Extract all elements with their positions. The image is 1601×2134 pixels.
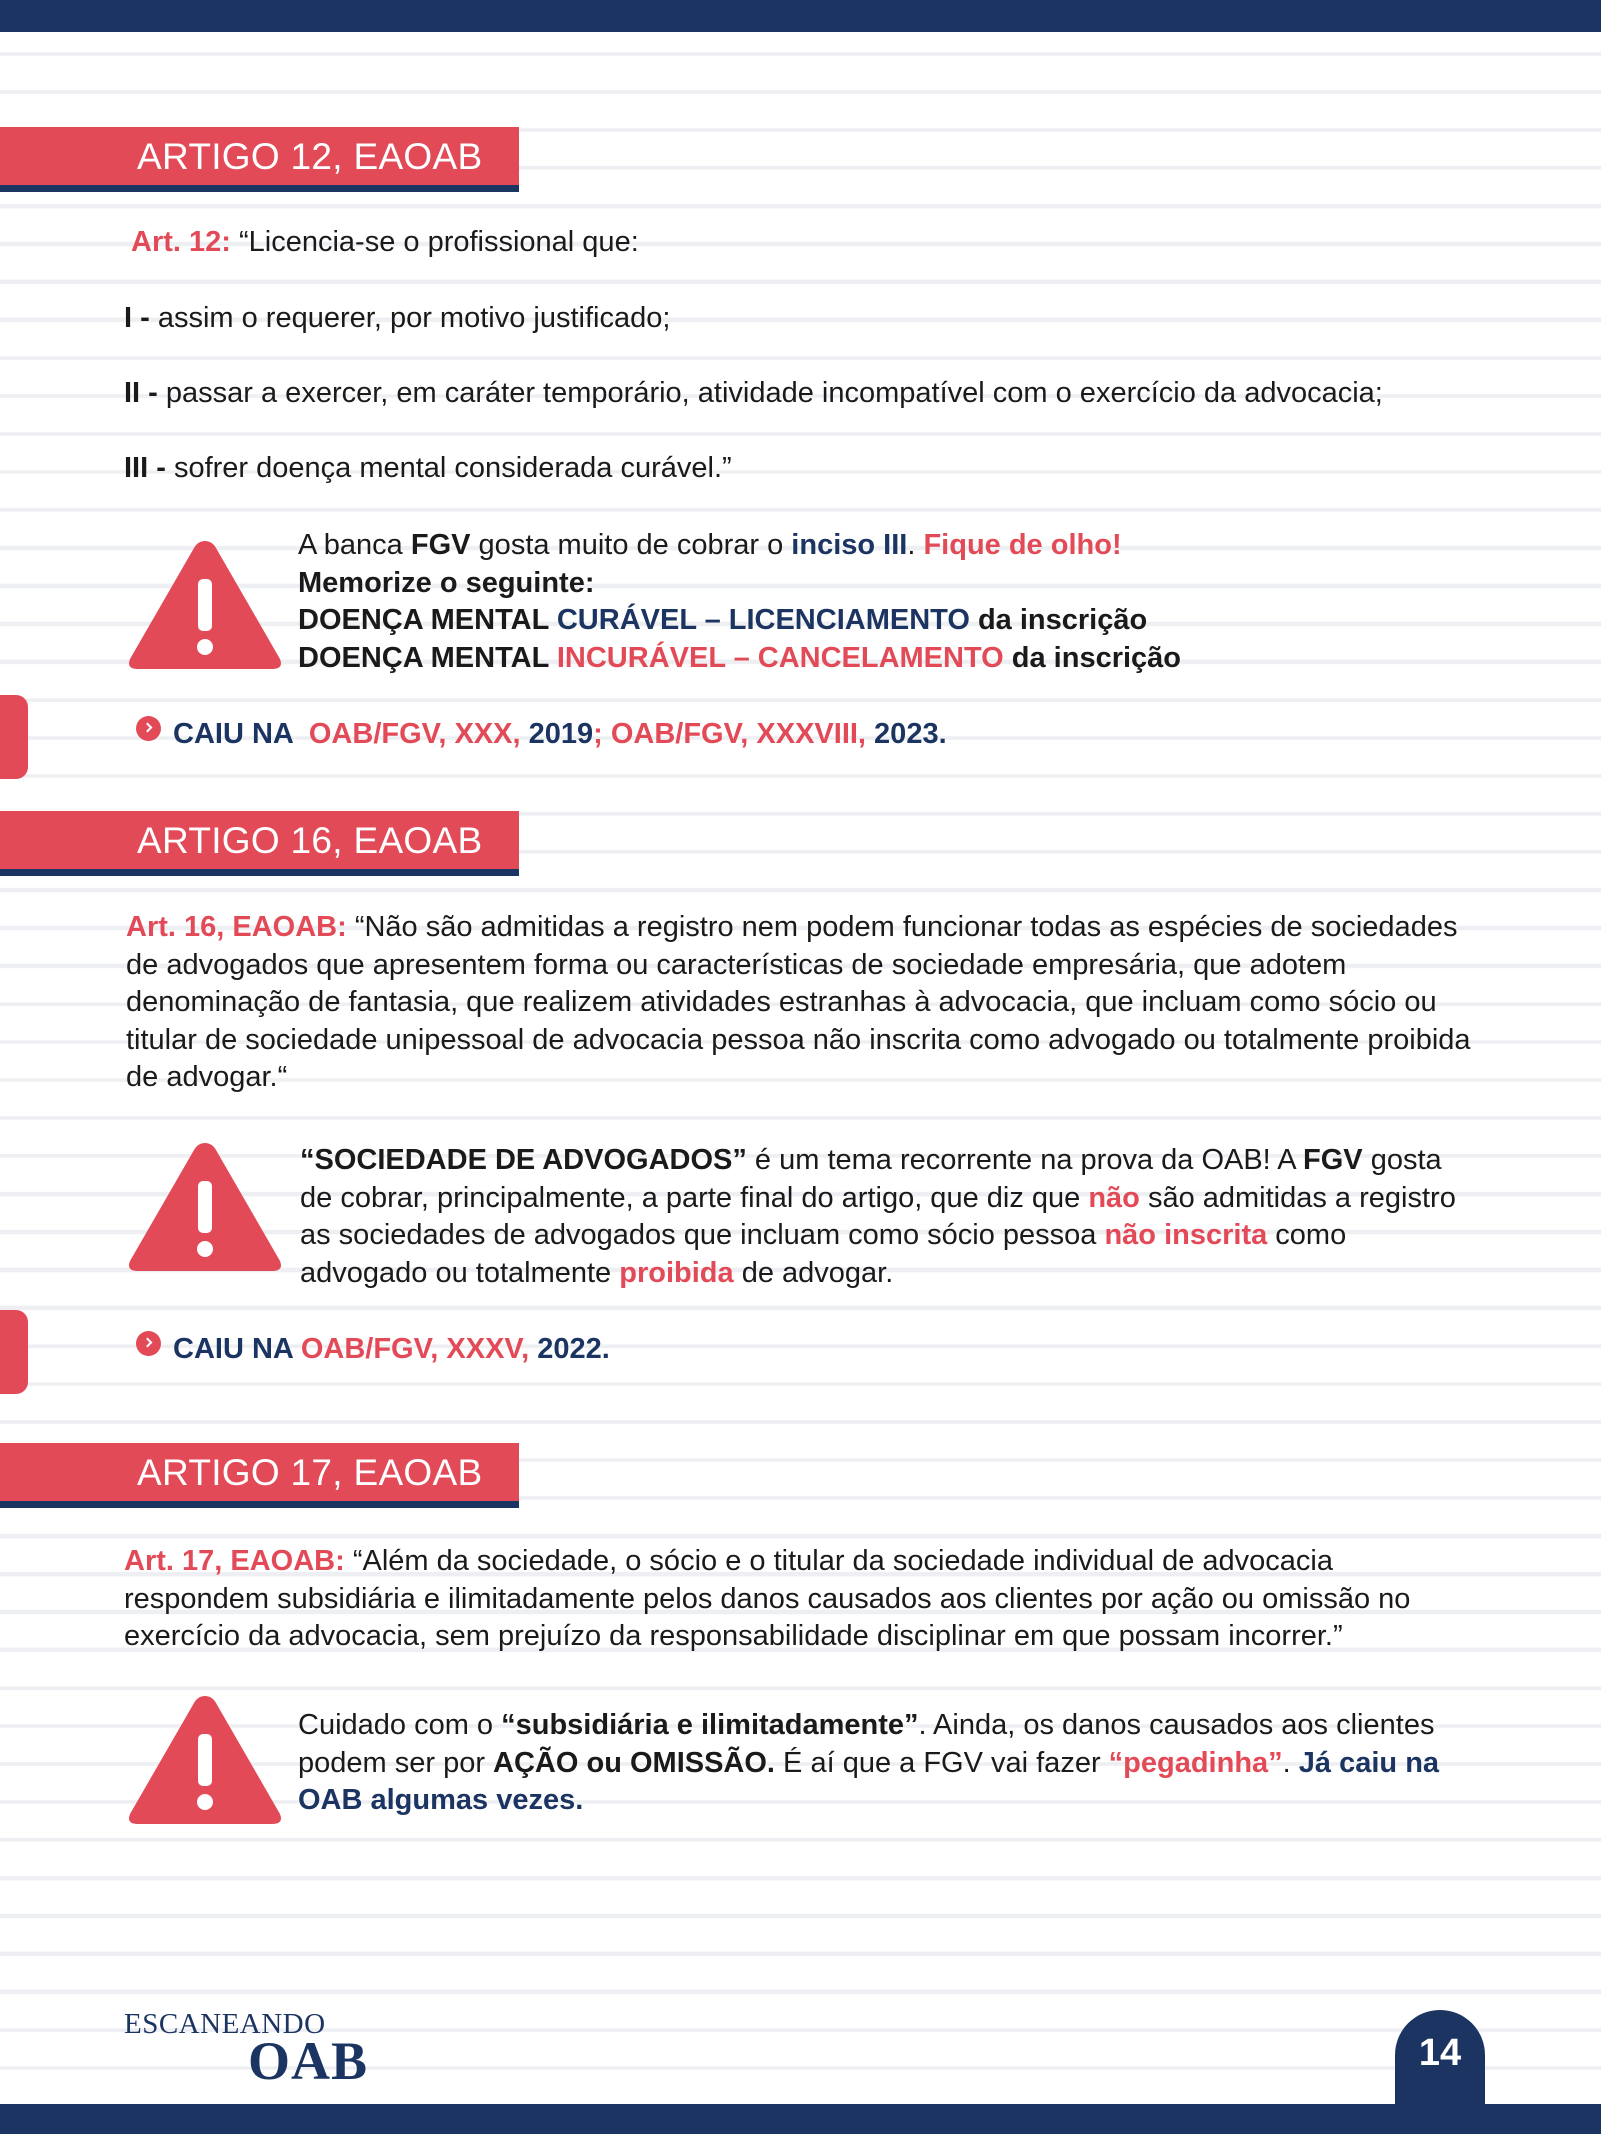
note-bold: FGV (1303, 1144, 1363, 1176)
inciso-text: passar a exercer, em caráter temporário, atividade incompatível com o exercício da advocacia; (157, 377, 1383, 409)
note-highlight: Já caiu na OAB algumas vezes. (298, 1746, 1440, 1816)
note-text: A banca (298, 529, 411, 561)
art-label: Art. 12: (131, 226, 231, 258)
note-bold: AÇÃO ou OMISSÃO. (493, 1746, 775, 1779)
note-text: é um tema recorrente na prova da OAB! A (746, 1144, 1304, 1176)
caiu-year: 2023. (866, 718, 947, 750)
art-text: “Além da sociedade, o sócio e o titular da sociedade individual de advocacia respondem subsidiária e ilimitadamente pelos danos causados aos clientes por ação ou omissão no exercício da advocacia, sem prejuízo da responsabilidade disciplinar em que possam incorrer.” (124, 1545, 1411, 1652)
inciso-iii (124, 450, 732, 488)
art-17-text (124, 1543, 1464, 1656)
bottom-bar (0, 2104, 1601, 2134)
top-bar (0, 0, 1601, 32)
caiu-exam: ; OAB/FGV, XXXVIII, (593, 718, 866, 750)
note-text: de advogar. (733, 1256, 894, 1289)
note-text: . (1282, 1746, 1299, 1779)
note-text: são admitidas a registro as sociedades de advogados que incluam como sócio pessoa (300, 1181, 1456, 1251)
warning-triangle-icon (126, 535, 284, 675)
section-header-artigo-16: ARTIGO 16, EAOAB (0, 811, 519, 876)
note-text: É aí que a FGV vai fazer (775, 1746, 1109, 1779)
caiu-label: CAIU NA (173, 1333, 301, 1365)
note-text: gosta de cobrar, principalmente, a parte final do artigo, que diz que (300, 1144, 1442, 1214)
note-alert: não (1088, 1181, 1140, 1214)
note-bold: “subsidiária e ilimitadamente” (501, 1709, 919, 1741)
escaneando-oab-logo (124, 2008, 384, 2091)
note-highlight: inciso III (791, 529, 908, 561)
caiu-year: 2022. (529, 1333, 610, 1365)
note-line-4 (298, 640, 1458, 678)
art-16-text (126, 909, 1486, 1097)
chevron-bullet-icon (136, 716, 161, 741)
note-bold: da inscrição (969, 604, 1148, 636)
note-text: Cuidado com o (298, 1709, 502, 1741)
art-label: Art. 16, EAOAB: (126, 911, 347, 943)
logo-top-text: ESCANEANDO (124, 2008, 326, 2040)
note-line-1 (298, 527, 1458, 565)
note-box-responsabilidade (298, 1707, 1460, 1820)
section-header-artigo-12: ARTIGO 12, EAOAB (0, 127, 519, 192)
note-alert: Fique de olho! (923, 529, 1122, 561)
inciso-label: III - (124, 452, 166, 484)
caiu-na-oab-1 (136, 716, 947, 752)
note-line-2 (298, 565, 1458, 603)
note-alert: INCURÁVEL – CANCELAMENTO (556, 641, 1004, 674)
note-bold: Memorize o seguinte: (298, 566, 595, 599)
note-highlight: CURÁVEL – LICENCIAMENTO (556, 604, 970, 636)
caiu-year: 2019 (520, 718, 594, 750)
note-bold: “SOCIEDADE DE ADVOGADOS” (300, 1144, 747, 1176)
note-bold: da inscrição (1003, 641, 1182, 674)
inciso-ii (124, 375, 1383, 413)
note-line-3 (298, 602, 1458, 640)
inciso-label: I - (124, 302, 150, 334)
note-alert: não inscrita (1104, 1219, 1268, 1251)
note-text: . Ainda, os danos causados aos clientes podem ser por (298, 1709, 1435, 1779)
art-label: Art. 17, EAOAB: (124, 1545, 345, 1577)
inciso-label: II - (124, 377, 158, 409)
warning-triangle-icon (126, 1690, 284, 1830)
note-alert: “pegadinha” (1108, 1746, 1283, 1779)
note-bold: DOENÇA MENTAL (298, 604, 557, 636)
caiu-exam: OAB/FGV, XXXV, (300, 1333, 530, 1365)
left-tab-marker (0, 1310, 28, 1394)
note-text: gosta muito de cobrar o (470, 529, 792, 561)
inciso-text: sofrer doença mental considerada curável.” (165, 452, 732, 484)
art-text: “Licencia-se o profissional que: (230, 226, 639, 258)
note-text: como advogado ou totalmente (300, 1219, 1347, 1289)
page-number: 14 (1395, 2010, 1485, 2110)
inciso-text: assim o requerer, por motivo justificado; (149, 302, 671, 334)
note-bold: FGV (410, 529, 471, 561)
note-box-licenciamento (298, 527, 1458, 677)
caiu-exam: OAB/FGV, XXX, (308, 718, 521, 750)
caiu-na-oab-2 (136, 1331, 610, 1367)
art-12-intro (131, 224, 639, 262)
note-alert: proibida (619, 1256, 734, 1289)
chevron-bullet-icon (136, 1331, 161, 1356)
inciso-i (124, 300, 670, 338)
warning-triangle-icon (126, 1137, 284, 1277)
section-header-artigo-17: ARTIGO 17, EAOAB (0, 1443, 519, 1508)
note-text: . (907, 529, 924, 561)
note-bold: DOENÇA MENTAL (298, 641, 557, 674)
caiu-label: CAIU NA (173, 718, 309, 750)
art-text: “Não são admitidas a registro nem podem funcionar todas as espécies de sociedades de advogados que apresentem forma ou características de sociedade empresária, que adotem denominação de fantasia, que realizem atividades estranhas à advocacia, que incluam como sócio ou titular de sociedade unipessoal de advocacia pessoa não inscrita como advogado ou totalmente proibida de advogar.“ (126, 911, 1471, 1093)
logo-bottom-text: OAB (248, 2031, 369, 2091)
note-box-sociedade (300, 1142, 1460, 1292)
left-tab-marker (0, 695, 28, 779)
